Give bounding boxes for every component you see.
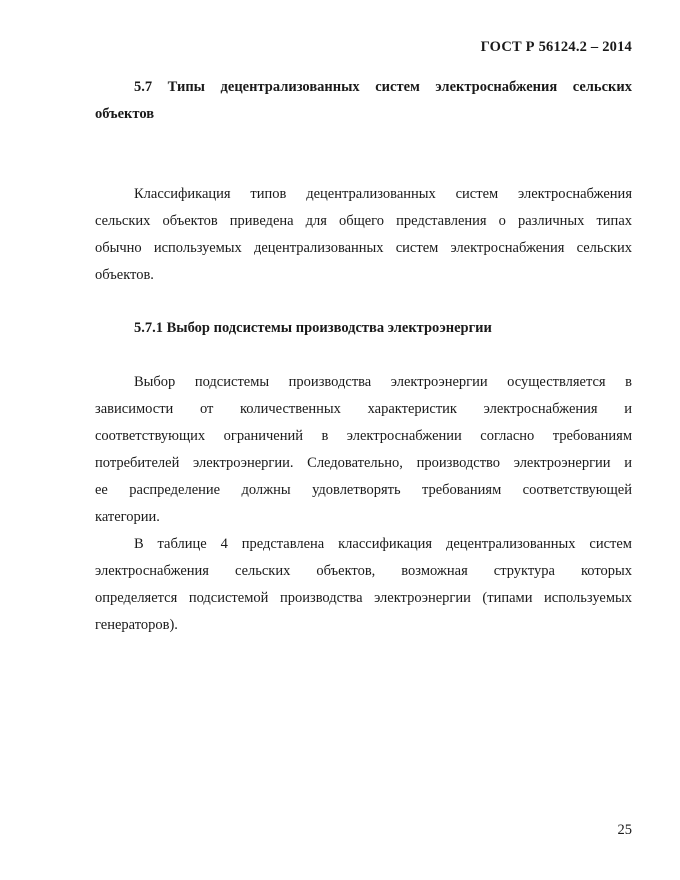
section-heading-line: 5.7 Типы децентрализованных систем электроснабжения сельских [134,79,632,95]
paragraph-line: обычно используемых децентрализованных систем электроснабжения сельских [95,240,632,256]
paragraph-line: категории. [95,509,160,525]
subsection-paragraph-1 [95,369,632,531]
paragraph-line: В таблице 4 представлена классификация децентрализованных систем [134,536,632,552]
paragraph-line: определяется подсистемой производства электроэнергии (типами используемых [95,590,632,606]
section-paragraph [95,181,632,289]
paragraph-line: Классификация типов децентрализованных систем электроснабжения [134,186,632,202]
section-heading [95,74,632,128]
standard-header: ГОСТ Р 56124.2 – 2014 [480,39,632,55]
paragraph-line: зависимости от количественных характеристик электроснабжения и [95,401,632,417]
paragraph-line: Выбор подсистемы производства электроэнергии осуществляется в [134,374,632,390]
paragraph-line: потребителей электроэнергии. Следовательно, производство электроэнергии и [95,455,632,471]
paragraph-line: соответствующих ограничений в электроснабжении согласно требованиям [95,428,632,444]
paragraph-line: ее распределение должны удовлетворять требованиям соответствующей [95,482,632,498]
section-heading-line: объектов [95,106,155,122]
paragraph-line: генераторов). [95,617,178,633]
page-number: 25 [617,822,632,838]
paragraph-line: электроснабжения сельских объектов, возможная структура которых [95,563,632,579]
subsection-paragraph-2 [95,531,632,639]
paragraph-line: сельских объектов приведена для общего представления о различных типах [95,213,632,229]
page-content [95,74,632,639]
subsection-heading: 5.7.1 Выбор подсистемы производства электроэнергии [134,320,492,336]
paragraph-line: объектов. [95,267,154,283]
